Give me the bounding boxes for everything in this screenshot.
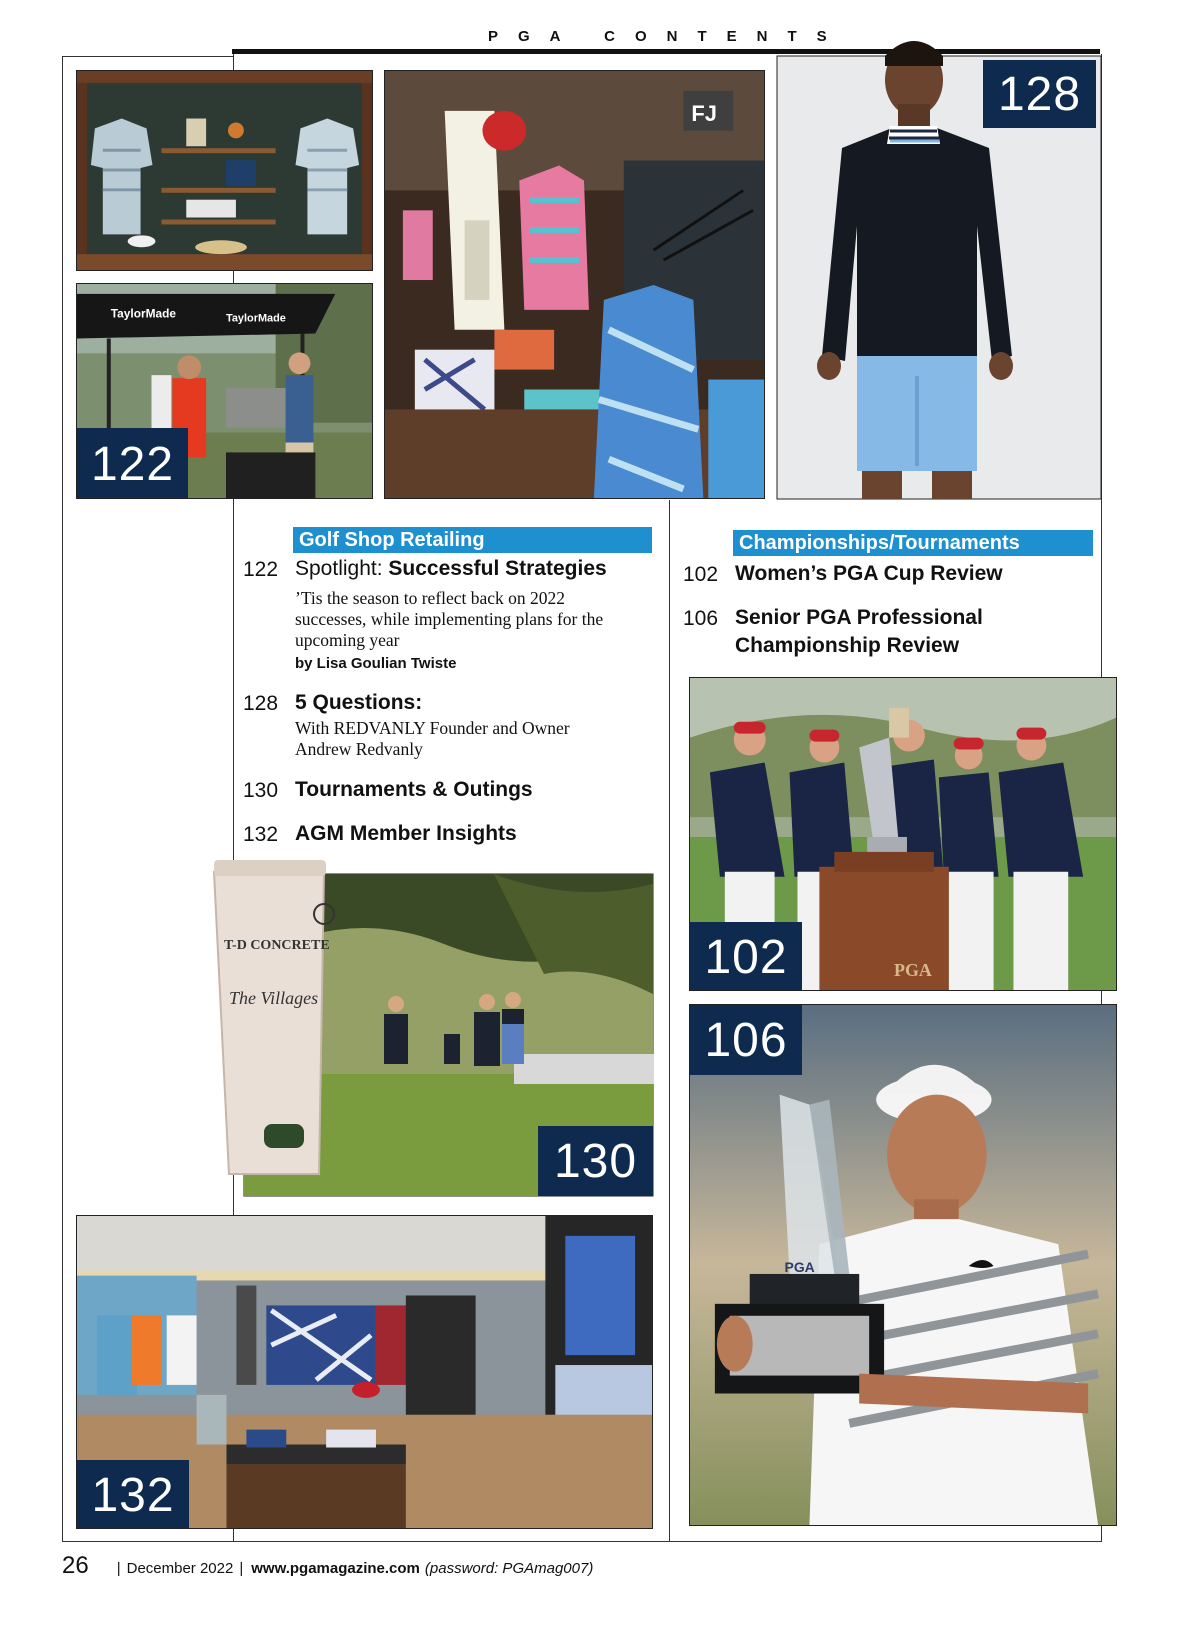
toc-page-132: 132	[243, 823, 279, 846]
toc-page-128: 128	[243, 692, 279, 715]
toc-desc-spotlight	[295, 588, 645, 651]
toc-title-spotlight-prefix: Spotlight:	[295, 557, 389, 580]
page-badge-128: 128	[983, 60, 1096, 128]
toc-desc-5-questions-line-1: With REDVANLY Founder and Owner	[295, 718, 570, 738]
trophy-pga-text: PGA	[784, 1258, 815, 1275]
column-line-middle	[669, 500, 670, 1542]
toc-desc-spotlight-line-1: ’Tis the season to reflect back on 2022	[295, 588, 566, 608]
tent-brand-text-2: TaylorMade	[225, 312, 286, 325]
fj-logo-text: FJ	[691, 100, 717, 126]
frame-top-line	[62, 56, 234, 57]
womens-cup-team-photo-frame	[689, 677, 1117, 991]
page-badge-130: 130	[538, 1126, 653, 1196]
tumbler-text-concrete: T-D CONCRETE	[224, 938, 330, 953]
toc-title-senior-pga-line-1: Senior PGA Professional	[735, 606, 983, 629]
footer-separator-1: |	[116, 1560, 121, 1577]
toc-desc-spotlight-line-2: successes, while implementing plans for the	[295, 609, 604, 629]
frame-bottom-line	[62, 1541, 1102, 1542]
footer-password: (password: PGAmag007)	[424, 1560, 594, 1577]
footer-separator-2: |	[239, 1560, 244, 1577]
toc-page-106: 106	[683, 607, 719, 630]
page-header-title: PGA CONTENTS	[488, 28, 847, 45]
golf-shop-interior-photo-frame	[76, 1215, 653, 1529]
apparel-display-photo-frame	[384, 70, 765, 499]
demo-tent-photo-frame	[76, 283, 373, 499]
section-header-golf-shop-retailing: Golf Shop Retailing	[293, 527, 652, 553]
toc-title-5-questions[interactable]: 5 Questions:	[295, 691, 423, 714]
page-badge-106: 106	[690, 1005, 802, 1075]
frame-left-line	[62, 56, 63, 1542]
footer-url-link[interactable]: www.pgamagazine.com	[251, 1560, 420, 1577]
toc-title-spotlight[interactable]	[295, 555, 607, 583]
page-badge-132: 132	[77, 1460, 189, 1529]
section-header-championships-tournaments: Championships/Tournaments	[733, 530, 1093, 556]
tournament-tumbler-photo-frame	[224, 874, 653, 1196]
merch-wall-photo	[76, 70, 373, 271]
tumbler-text-villages: The Villages	[229, 988, 319, 1008]
toc-title-spotlight-main: Successful Strategies	[388, 557, 607, 580]
toc-title-senior-pga-professional[interactable]	[735, 604, 983, 660]
tent-brand-text-1: TaylorMade	[110, 306, 177, 321]
toc-desc-spotlight-line-3: upcoming year	[295, 630, 400, 650]
trophy-winner-photo	[690, 1005, 1116, 1525]
toc-byline-spotlight: by Lisa Goulian Twiste	[295, 655, 457, 672]
toc-title-senior-pga-line-2: Championship Review	[735, 634, 960, 657]
golf-shirts-display-photo	[77, 71, 372, 270]
plinth-pga-text: PGA	[894, 960, 932, 981]
toc-page-102: 102	[683, 563, 719, 586]
page-badge-102: 102	[690, 922, 802, 991]
header-rule	[232, 49, 1100, 54]
toc-desc-5-questions	[295, 718, 645, 760]
apparel-display-photo	[385, 71, 764, 498]
page-badge-122: 122	[77, 428, 188, 499]
toc-title-agm-member-insights[interactable]: AGM Member Insights	[295, 822, 517, 845]
toc-page-130: 130	[243, 779, 279, 802]
toc-desc-5-questions-line-2: Andrew Redvanly	[295, 739, 423, 759]
toc-title-womens-pga-cup[interactable]: Women’s PGA Cup Review	[735, 562, 1003, 585]
toc-title-tournaments-outings[interactable]: Tournaments & Outings	[295, 778, 533, 801]
toc-page-122: 122	[243, 558, 279, 581]
model-pullover-photo-frame	[777, 56, 1101, 499]
footer-page-number: 26	[62, 1552, 89, 1579]
page-footer	[62, 1552, 593, 1584]
footer-date: December 2022	[126, 1560, 234, 1577]
trophy-winner-photo-frame	[689, 1004, 1117, 1526]
